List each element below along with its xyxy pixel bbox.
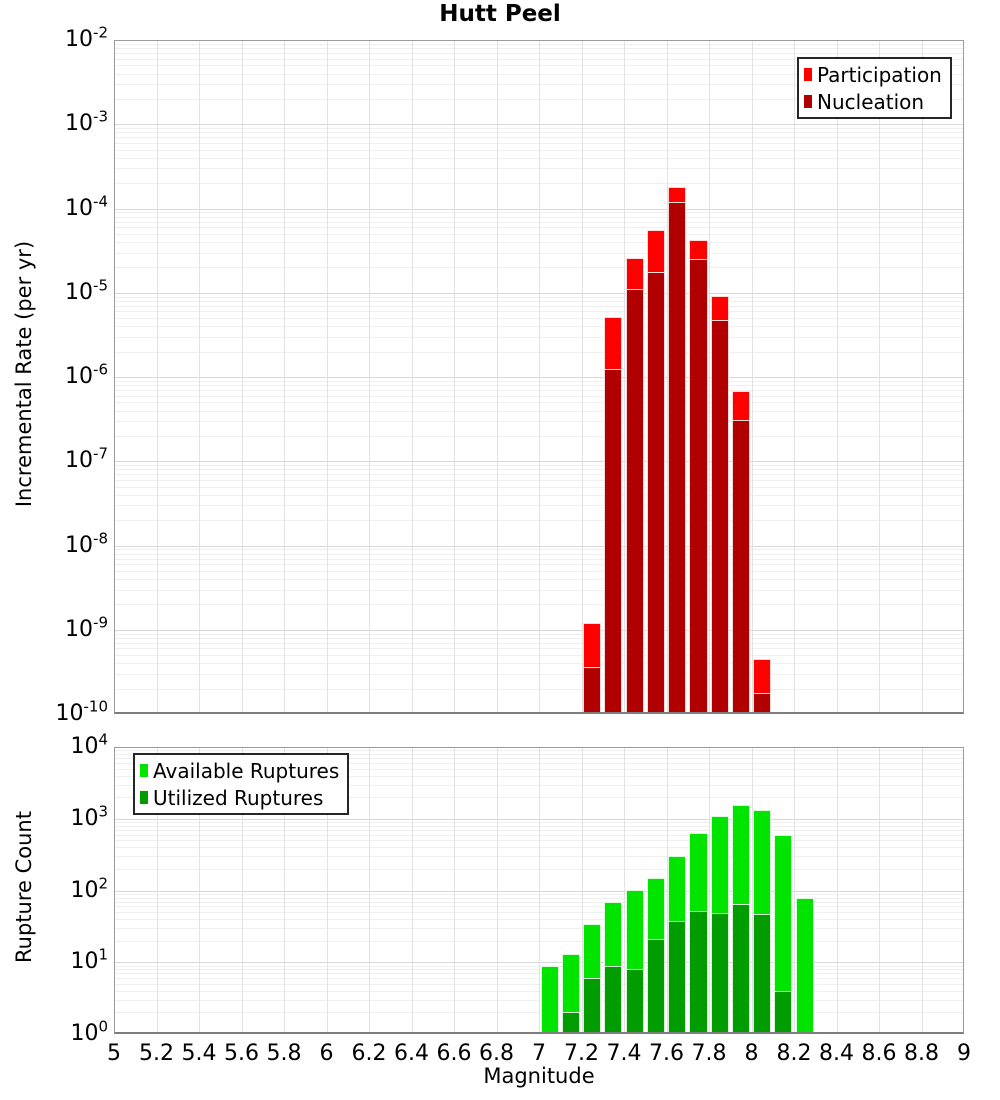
legend-label-utilized-ruptures: Utilized Ruptures — [153, 785, 324, 810]
x-tick-label: 5 — [107, 1041, 121, 1066]
bar-available-ruptures — [541, 966, 559, 1035]
bottom-y-axis-label: Rupture Count — [12, 811, 36, 963]
bar-nucleation — [583, 667, 601, 714]
x-tick-label: 7.8 — [691, 1041, 727, 1066]
top-y-axis-label: Incremental Rate (per yr) — [12, 240, 36, 508]
legend-label-nucleation: Nucleation — [817, 89, 925, 114]
vertical-gridline — [412, 40, 413, 714]
y-tick-label: $10^3$ — [70, 802, 108, 831]
bar-nucleation — [711, 320, 729, 714]
vertical-gridline — [879, 40, 880, 714]
x-tick-label: 7.2 — [564, 1041, 599, 1066]
y-tick-label: $10^4$ — [70, 730, 108, 759]
vertical-gridline — [837, 40, 838, 714]
bar-nucleation — [753, 693, 771, 715]
legend-item-utilized-ruptures — [140, 784, 339, 811]
x-tick-label: 6.2 — [351, 1041, 387, 1066]
bar-utilized-ruptures — [604, 966, 622, 1035]
y-tick-label: $10^2$ — [70, 874, 108, 903]
x-tick-label: 8.6 — [861, 1041, 897, 1066]
available-ruptures-swatch-icon — [140, 764, 148, 777]
utilized-ruptures-swatch-icon — [140, 791, 148, 804]
bar-nucleation — [647, 272, 665, 714]
x-tick-label: 8.2 — [776, 1041, 812, 1066]
vertical-gridline — [242, 40, 243, 714]
vertical-gridline — [752, 40, 753, 714]
y-tick-label: $10^1$ — [70, 945, 108, 975]
x-tick-label: 5.2 — [139, 1041, 174, 1066]
y-tick-label: $10^{-3}$ — [65, 107, 108, 137]
top-plot-area — [114, 40, 964, 714]
x-tick-label: 7 — [532, 1041, 546, 1066]
y-tick-label: $10^{-8}$ — [65, 529, 108, 558]
legend-item-participation — [804, 61, 942, 88]
vertical-gridline — [454, 40, 455, 714]
chart-title: Hutt Peel — [439, 1, 561, 27]
vertical-gridline — [369, 747, 370, 1034]
bar-utilized-ruptures — [774, 991, 792, 1034]
x-tick-label: 7.6 — [649, 1041, 684, 1066]
vertical-gridline — [879, 747, 880, 1034]
bar-utilized-ruptures — [732, 904, 750, 1034]
bar-utilized-ruptures — [562, 1012, 580, 1034]
x-tick-label: 8 — [744, 1041, 759, 1066]
bar-available-ruptures — [796, 898, 814, 1035]
nucleation-swatch-icon — [804, 95, 812, 108]
vertical-gridline — [539, 40, 540, 714]
vertical-gridline — [412, 747, 413, 1034]
bar-utilized-ruptures — [753, 914, 771, 1034]
vertical-gridline — [454, 747, 455, 1034]
y-tick-label: $10^{-10}$ — [55, 697, 108, 726]
y-tick-label: $10^{-2}$ — [65, 23, 108, 52]
vertical-gridline — [199, 40, 200, 714]
y-tick-label: $10^{-5}$ — [65, 276, 108, 305]
vertical-gridline — [582, 40, 583, 714]
vertical-gridline — [497, 747, 498, 1034]
bar-nucleation — [732, 420, 750, 714]
vertical-gridline — [497, 40, 498, 714]
bar-utilized-ruptures — [583, 978, 601, 1034]
x-tick-label: 8.8 — [904, 1041, 939, 1066]
x-tick-label: 6.6 — [436, 1041, 472, 1066]
vertical-gridline — [369, 40, 370, 714]
vertical-gridline — [327, 40, 328, 714]
vertical-gridline — [157, 40, 158, 714]
bar-utilized-ruptures — [626, 969, 644, 1034]
vertical-gridline — [922, 40, 923, 714]
bar-nucleation — [626, 289, 644, 714]
participation-swatch-icon — [804, 68, 812, 81]
x-tick-label: 5.8 — [266, 1041, 302, 1066]
y-tick-label: $10^{-9}$ — [65, 613, 108, 642]
x-tick-label: 9 — [957, 1041, 971, 1066]
x-tick-label: 6.4 — [394, 1041, 429, 1066]
rate-legend — [797, 57, 952, 119]
legend-item-nucleation — [804, 88, 942, 115]
rupture-legend — [133, 753, 349, 815]
bar-nucleation — [689, 259, 707, 714]
bar-utilized-ruptures — [711, 913, 729, 1034]
x-tick-label: 6.8 — [479, 1041, 514, 1066]
y-tick-label: $10^{-6}$ — [65, 360, 108, 389]
x-tick-label: 5.6 — [224, 1041, 259, 1066]
bar-nucleation — [604, 369, 622, 714]
y-tick-label: $10^{-4}$ — [65, 192, 108, 221]
x-tick-label: 6 — [319, 1041, 334, 1066]
x-tick-label: 5.4 — [181, 1041, 217, 1066]
bar-utilized-ruptures — [647, 939, 665, 1034]
vertical-gridline — [922, 747, 923, 1034]
x-axis-label: Magnitude — [483, 1064, 595, 1088]
x-tick-label: 7.4 — [606, 1041, 642, 1066]
vertical-gridline — [794, 40, 795, 714]
bar-utilized-ruptures — [689, 911, 707, 1034]
legend-label-participation: Participation — [817, 62, 942, 87]
legend-label-available-ruptures: Available Ruptures — [153, 758, 340, 783]
y-tick-label: $10^{-7}$ — [65, 444, 108, 474]
bar-utilized-ruptures — [668, 921, 686, 1034]
vertical-gridline — [284, 40, 285, 714]
bar-nucleation — [668, 202, 686, 714]
x-tick-label: 8.4 — [819, 1041, 854, 1066]
y-tick-label: $10^0$ — [70, 1017, 108, 1046]
vertical-gridline — [837, 747, 838, 1034]
legend-item-available-ruptures — [140, 757, 339, 784]
